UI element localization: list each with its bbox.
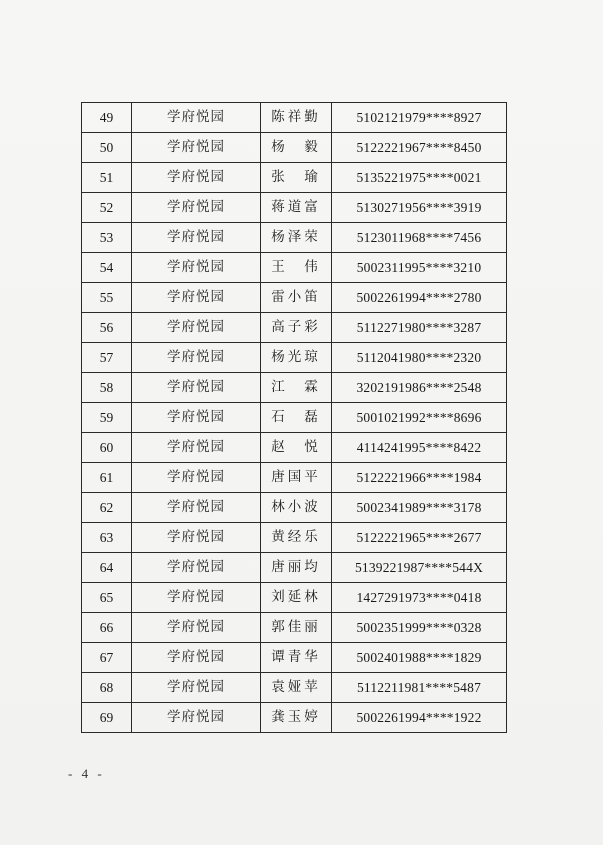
table-row [82, 223, 507, 253]
community-cell: 学府悦园 [132, 133, 261, 163]
name-cell: 赵 悦 [261, 433, 332, 463]
id-number-cell: 5002351999****0328 [332, 613, 507, 643]
id-number-cell: 5112271980****3287 [332, 313, 507, 343]
row-number-cell: 65 [82, 583, 132, 613]
id-number-cell: 3202191986****2548 [332, 373, 507, 403]
table-row [82, 673, 507, 703]
row-number-cell: 68 [82, 673, 132, 703]
table-row [82, 253, 507, 283]
row-number-cell: 67 [82, 643, 132, 673]
community-cell: 学府悦园 [132, 373, 261, 403]
name-cell: 张 瑜 [261, 163, 332, 193]
row-number-cell: 61 [82, 463, 132, 493]
name-cell: 雷小笛 [261, 283, 332, 313]
community-cell: 学府悦园 [132, 283, 261, 313]
table-row [82, 133, 507, 163]
id-number-cell: 5112211981****5487 [332, 673, 507, 703]
name-cell: 唐丽均 [261, 553, 332, 583]
table-row [82, 523, 507, 553]
community-cell: 学府悦园 [132, 253, 261, 283]
id-number-cell: 5002341989****3178 [332, 493, 507, 523]
table-row [82, 313, 507, 343]
table-row [82, 463, 507, 493]
id-number-cell: 5002261994****2780 [332, 283, 507, 313]
id-number-cell: 5001021992****8696 [332, 403, 507, 433]
community-cell: 学府悦园 [132, 703, 261, 733]
id-number-cell: 5102121979****8927 [332, 103, 507, 133]
community-cell: 学府悦园 [132, 583, 261, 613]
row-number-cell: 66 [82, 613, 132, 643]
community-cell: 学府悦园 [132, 493, 261, 523]
id-number-cell: 5002311995****3210 [332, 253, 507, 283]
id-number-cell: 4114241995****8422 [332, 433, 507, 463]
name-cell: 王 伟 [261, 253, 332, 283]
table-row [82, 433, 507, 463]
row-number-cell: 49 [82, 103, 132, 133]
table-row [82, 643, 507, 673]
community-cell: 学府悦园 [132, 523, 261, 553]
community-cell: 学府悦园 [132, 103, 261, 133]
community-cell: 学府悦园 [132, 313, 261, 343]
community-cell: 学府悦园 [132, 223, 261, 253]
row-number-cell: 59 [82, 403, 132, 433]
name-cell: 石 磊 [261, 403, 332, 433]
name-cell: 林小波 [261, 493, 332, 523]
table-row [82, 493, 507, 523]
community-cell: 学府悦园 [132, 163, 261, 193]
row-number-cell: 63 [82, 523, 132, 553]
name-cell: 刘延林 [261, 583, 332, 613]
id-number-cell: 5135221975****0021 [332, 163, 507, 193]
community-cell: 学府悦园 [132, 343, 261, 373]
name-cell: 龚玉婷 [261, 703, 332, 733]
table-row [82, 373, 507, 403]
community-cell: 学府悦园 [132, 553, 261, 583]
table-row [82, 193, 507, 223]
roster-table [81, 102, 507, 733]
row-number-cell: 50 [82, 133, 132, 163]
name-cell: 杨光琼 [261, 343, 332, 373]
table-row [82, 403, 507, 433]
roster-body [82, 103, 507, 733]
table-row [82, 553, 507, 583]
id-number-cell: 5112041980****2320 [332, 343, 507, 373]
table-row [82, 163, 507, 193]
community-cell: 学府悦园 [132, 193, 261, 223]
community-cell: 学府悦园 [132, 403, 261, 433]
id-number-cell: 5139221987****544X [332, 553, 507, 583]
name-cell: 唐国平 [261, 463, 332, 493]
table-row [82, 343, 507, 373]
id-number-cell: 5122221967****8450 [332, 133, 507, 163]
row-number-cell: 69 [82, 703, 132, 733]
id-number-cell: 1427291973****0418 [332, 583, 507, 613]
name-cell: 杨泽荣 [261, 223, 332, 253]
table-row [82, 703, 507, 733]
community-cell: 学府悦园 [132, 673, 261, 703]
row-number-cell: 51 [82, 163, 132, 193]
community-cell: 学府悦园 [132, 433, 261, 463]
name-cell: 江 霖 [261, 373, 332, 403]
id-number-cell: 5002401988****1829 [332, 643, 507, 673]
name-cell: 袁娅苹 [261, 673, 332, 703]
id-number-cell: 5123011968****7456 [332, 223, 507, 253]
community-cell: 学府悦园 [132, 643, 261, 673]
row-number-cell: 54 [82, 253, 132, 283]
row-number-cell: 55 [82, 283, 132, 313]
page-number: - 4 - [68, 766, 105, 781]
id-number-cell: 5122221966****1984 [332, 463, 507, 493]
name-cell: 谭青华 [261, 643, 332, 673]
name-cell: 高子彩 [261, 313, 332, 343]
id-number-cell: 5002261994****1922 [332, 703, 507, 733]
name-cell: 杨 毅 [261, 133, 332, 163]
row-number-cell: 60 [82, 433, 132, 463]
community-cell: 学府悦园 [132, 463, 261, 493]
table-row [82, 613, 507, 643]
row-number-cell: 62 [82, 493, 132, 523]
row-number-cell: 53 [82, 223, 132, 253]
id-number-cell: 5122221965****2677 [332, 523, 507, 553]
row-number-cell: 52 [82, 193, 132, 223]
table-row [82, 103, 507, 133]
community-cell: 学府悦园 [132, 613, 261, 643]
id-number-cell: 5130271956****3919 [332, 193, 507, 223]
name-cell: 黄经乐 [261, 523, 332, 553]
name-cell: 郭佳丽 [261, 613, 332, 643]
row-number-cell: 57 [82, 343, 132, 373]
row-number-cell: 56 [82, 313, 132, 343]
name-cell: 蒋道富 [261, 193, 332, 223]
row-number-cell: 58 [82, 373, 132, 403]
row-number-cell: 64 [82, 553, 132, 583]
table-row [82, 283, 507, 313]
table-row [82, 583, 507, 613]
name-cell: 陈祥勤 [261, 103, 332, 133]
